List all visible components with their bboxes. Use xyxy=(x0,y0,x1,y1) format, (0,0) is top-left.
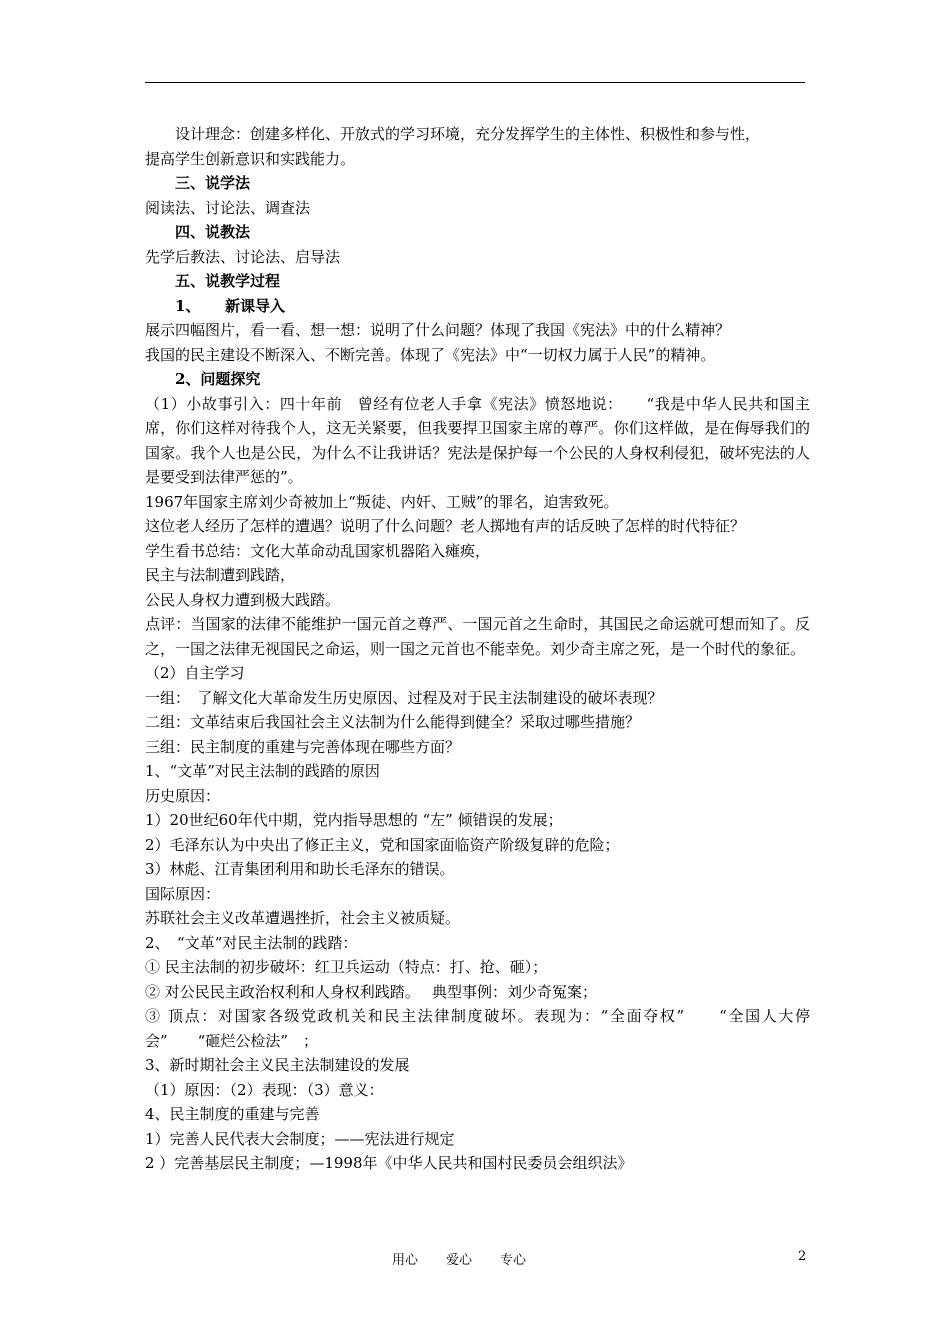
improvement-1: 1）完善人民代表大会制度；——宪法进行规定 xyxy=(145,1129,455,1148)
page-body xyxy=(145,122,810,1176)
story-fact: 1967年国家主席刘少奇被加上“叛徒、内奸、工贼”的罪名，迫害致死。 xyxy=(145,492,619,511)
footer-word: 爱心 xyxy=(446,1253,473,1268)
group-1-task: 一组： 了解文化大革命发生历史原因、过程及对于民主法制建设的破坏表现？ xyxy=(145,688,663,707)
historical-reasons-label: 历史原因： xyxy=(145,786,221,805)
design-concept-line-2: 提高学生创新意识和实践能力。 xyxy=(145,149,356,168)
summary-line-3: 公民人身权力遭到极大践踏。 xyxy=(145,590,341,609)
heading-learning-method: 三、说学法 xyxy=(175,174,251,192)
comment-paragraph: 点评：当国家的法律不能维护一国元首之尊严、一国元首之生命时，其国民之命运就可想而知了。反之，一国之法律无视国民之命运，则一国之元首也不能幸免。刘少奇主席之死，是一个时代的象征。 xyxy=(145,615,810,658)
heading-teaching-process: 五、说教学过程 xyxy=(175,272,281,290)
section-1-title: 1、“文革”对民主法制的践踏的原因 xyxy=(145,762,380,780)
intro-line-2: 我国的民主建设不断深入、不断完善。体现了《宪法》中“一切权力属于人民”的精神。 xyxy=(145,345,716,364)
learning-methods: 阅读法、讨论法、调查法 xyxy=(145,198,311,217)
page-footer xyxy=(0,1249,950,1269)
header-rule xyxy=(145,82,805,83)
trampling-item-2: ② 对公民民主政治权利和人身权利践踏。 典型事例：刘少奇冤案； xyxy=(145,982,598,1001)
footer-word: 专心 xyxy=(500,1253,527,1268)
section-2-title: 2、 “文革”对民主法制的践踏： xyxy=(145,933,358,952)
design-concept-line-1: 设计理念：创建多样化、开放式的学习环境，充分发挥学生的主体性、积极性和参与性， xyxy=(175,125,761,143)
self-study-heading: （2）自主学习 xyxy=(145,664,245,682)
historical-reason-1: 1）20世纪60年代中期，党内指导思想的 “左” 倾错误的发展； xyxy=(145,811,563,829)
historical-reason-2: 2）毛泽东认为中央出了修正主义，党和国家面临资产阶级复辟的危险； xyxy=(145,835,620,854)
group-2-task: 二组：文革结束后我国社会主义法制为什么能得到健全？采取过哪些措施？ xyxy=(145,713,641,731)
international-reasons-label: 国际原因： xyxy=(145,884,221,903)
footer-motto xyxy=(392,1249,554,1268)
subheading-number: 1、 xyxy=(175,296,201,315)
story-question: 这位老人经历了怎样的遭遇？说明了什么问题？老人掷地有声的话反映了怎样的时代特征？ xyxy=(145,517,746,535)
footer-word: 用心 xyxy=(392,1253,419,1268)
trampling-item-3: ③ 顶点：对国家各级党政机关和民主法律制度破坏。表现为：“全面夺权” “全国人大停会” “砸烂公检法” ； xyxy=(145,1007,810,1050)
teaching-methods: 先学后教法、讨论法、启导法 xyxy=(145,247,341,266)
summary-line-1: 学生看书总结：文化大革命动乱国家机器陷入瘫痪， xyxy=(145,541,491,560)
subheading-new-lesson xyxy=(145,294,810,319)
intro-line-1: 展示四幅图片，看一看、想一想：说明了什么问题？体现了我国《宪法》中的什么精神？ xyxy=(145,321,731,339)
trampling-item-1: ① 民主法制的初步破坏：红卫兵运动（特点：打、抢、砸）； xyxy=(145,958,548,976)
international-reason: 苏联社会主义改革遭遇挫折，社会主义被质疑。 xyxy=(145,909,461,927)
historical-reason-3: 3）林彪、江青集团利用和助长毛泽东的错误。 xyxy=(145,860,455,878)
summary-line-2: 民主与法制遭到践踏， xyxy=(145,566,296,584)
improvement-2: 2 ）完善基层民主制度；—1998年《中华人民共和国村民委员会组织法》 xyxy=(145,1154,633,1172)
section-4-title: 4、民主制度的重建与完善 xyxy=(145,1105,320,1123)
heading-teaching-method: 四、说教法 xyxy=(175,223,251,241)
story-paragraph: （1）小故事引入：四十年前 曾经有位老人手拿《宪法》愤怒地说： “我是中华人民共和国主席，你们这样对待我个人，这无关紧要，但我要捍卫国家主席的尊严。你们这样做，是在侮辱我们的国家。我个人也是公民，为什么不让我讲话？宪法是保护每一个公民的人身权利侵犯，破坏宪法的人是要受到法律严惩的”。 xyxy=(145,394,810,486)
subheading-text: 新课导入 xyxy=(225,296,286,315)
section-3-title: 3、新时期社会主义民主法制建设的发展 xyxy=(145,1056,410,1074)
page-number: 2 xyxy=(798,1249,807,1264)
heading-inquiry: 2、问题探究 xyxy=(175,370,261,388)
section-3-points: （1）原因：（2）表现：（3）意义： xyxy=(145,1080,384,1099)
group-3-task: 三组：民主制度的重建与完善体现在哪些方面？ xyxy=(145,737,461,756)
